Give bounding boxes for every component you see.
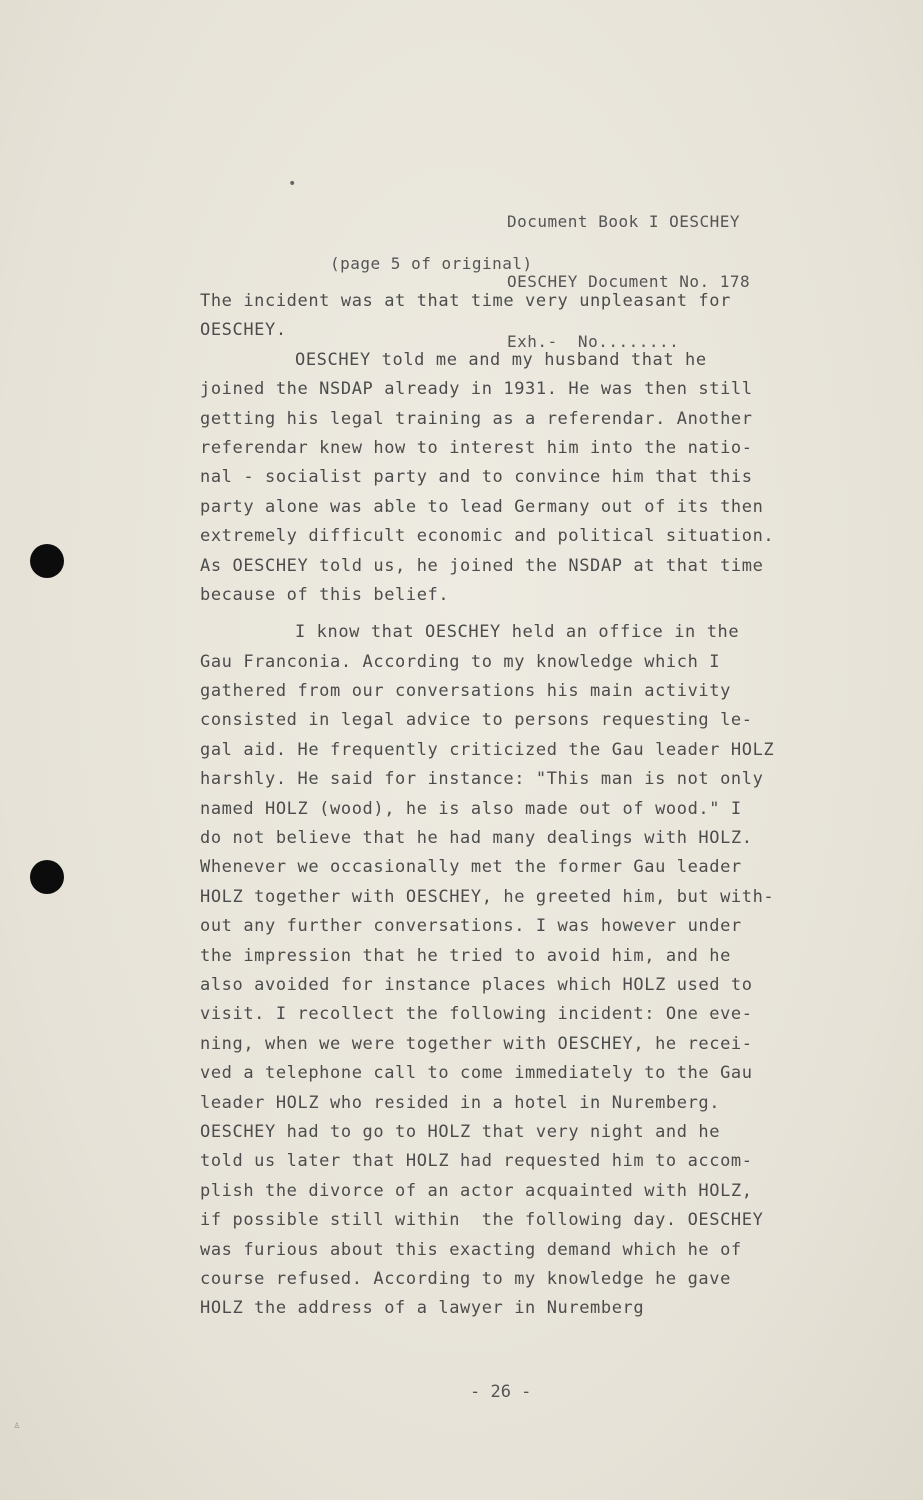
- header-line-2: OESCHEY Document No. 178: [507, 272, 751, 291]
- text-line: visit. I recollect the following incident: One eve-: [200, 1004, 753, 1025]
- text-line: nal - socialist party and to convince him that this: [200, 467, 753, 488]
- stray-dot: •: [288, 176, 297, 192]
- text-line: I know that OESCHEY held an office in the: [295, 622, 740, 643]
- text-line: getting his legal training as a referendar. Another: [200, 408, 753, 429]
- header-line-3: Exh.- No........: [507, 332, 680, 351]
- text-line: As OESCHEY told us, he joined the NSDAP at that time: [200, 555, 764, 576]
- document-body: [200, 287, 890, 1324]
- text-line: HOLZ the address of a lawyer in Nuremberg: [200, 1298, 645, 1319]
- header-line-1: Document Book I OESCHEY: [507, 212, 741, 231]
- text-line: OESCHEY had to go to HOLZ that very night and he: [200, 1121, 721, 1142]
- text-line: extremely difficult economic and political situation.: [200, 526, 775, 547]
- text-line: the impression that he tried to avoid him, and he: [200, 945, 731, 966]
- text-line: leader HOLZ who resided in a hotel in Nuremberg.: [200, 1092, 721, 1113]
- punch-hole-top: [30, 544, 64, 578]
- text-line: told us later that HOLZ had requested him to accom-: [200, 1151, 753, 1172]
- text-line: party alone was able to lead Germany out of its then: [200, 496, 764, 517]
- text-line: ved a telephone call to come immediately to the Gau: [200, 1063, 753, 1084]
- text-line: if possible still within the following day. OESCHEY: [200, 1210, 764, 1231]
- text-line: The incident was at that time very unpleasant for: [200, 291, 731, 311]
- punch-hole-bottom: [30, 860, 64, 894]
- text-line: gathered from our conversations his main activity: [200, 681, 731, 702]
- text-line: OESCHEY told me and my husband that he: [295, 349, 707, 370]
- text-line: also avoided for instance places which HOLZ used to: [200, 974, 753, 995]
- text-line: because of this belief.: [200, 584, 450, 605]
- page-number: - 26 -: [470, 1382, 532, 1402]
- text-line: OESCHEY.: [200, 320, 287, 341]
- text-line: named HOLZ (wood), he is also made out of wood." I: [200, 798, 742, 819]
- text-line: was furious about this exacting demand which he of: [200, 1239, 742, 1260]
- text-line: gal aid. He frequently criticized the Gau leader HOLZ: [200, 739, 775, 760]
- text-line: Gau Franconia. According to my knowledge which I: [200, 651, 721, 672]
- text-line: ning, when we were together with OESCHEY, he recei-: [200, 1033, 753, 1054]
- text-line: do not believe that he had many dealings with HOLZ.: [200, 828, 753, 849]
- text-line: HOLZ together with OESCHEY, he greeted him, but with-: [200, 886, 775, 907]
- page-reference: (page 5 of original): [330, 254, 533, 273]
- text-line: joined the NSDAP already in 1931. He was then still: [200, 379, 753, 400]
- stray-mark: ♙: [14, 1420, 21, 1431]
- text-line: plish the divorce of an actor acquainted with HOLZ,: [200, 1180, 753, 1201]
- text-line: harshly. He said for instance: "This man is not only: [200, 769, 764, 790]
- text-line: course refused. According to my knowledge he gave: [200, 1268, 731, 1289]
- text-line: consisted in legal advice to persons requesting le-: [200, 710, 753, 731]
- text-line: Whenever we occasionally met the former Gau leader: [200, 857, 742, 878]
- text-line: referendar knew how to interest him into the natio-: [200, 437, 753, 458]
- text-line: out any further conversations. I was however under: [200, 916, 742, 937]
